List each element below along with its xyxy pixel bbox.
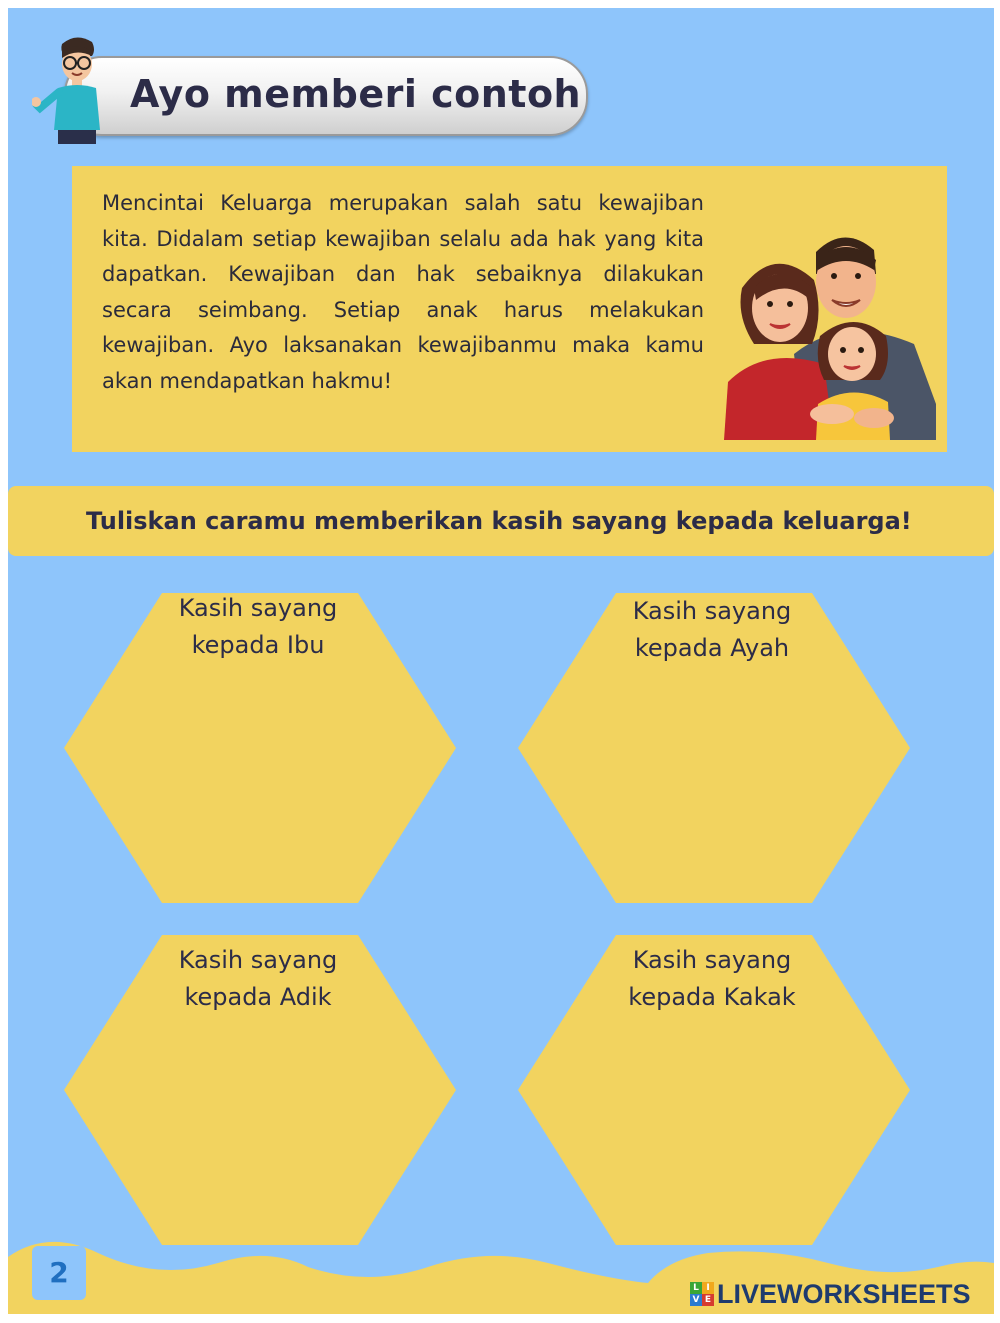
label-line-2: kepada Kakak <box>628 983 796 1011</box>
logo-letter: L <box>690 1282 702 1294</box>
logo-letter: V <box>690 1294 702 1306</box>
label-line-2: kepada Ibu <box>191 631 325 659</box>
page-number: 2 <box>32 1246 86 1300</box>
label-line-1: Kasih sayang <box>178 946 338 974</box>
liveworksheets-logo-icon <box>690 1282 714 1306</box>
logo-letter: I <box>702 1282 714 1294</box>
instruction-text: Tuliskan caramu memberikan kasih sayang kepada keluarga! <box>86 507 912 535</box>
page-title: Ayo memberi contoh <box>130 72 582 116</box>
label-line-1: Kasih sayang <box>632 597 792 625</box>
worksheet-page <box>8 8 994 1314</box>
label-line-2: kepada Ayah <box>634 634 790 662</box>
liveworksheets-logo <box>690 1278 971 1310</box>
liveworksheets-brand-text: LIVEWORKSHEETS <box>717 1278 971 1309</box>
instruction-band <box>8 486 994 556</box>
intro-paragraph: Mencintai Keluarga merupakan salah satu kewajiban kita. Didalam setiap kewajiban selalu ada hak yang kita dapatkan. Kewajiban dan hak sebaiknya dilakukan secara seimbang. Setiap anak harus melakukan kewajiban. Ayo laksanakan kewajibanmu maka kamu akan mendapatkan hakmu! <box>102 191 704 393</box>
teacher-illustration <box>32 30 120 148</box>
hexagon-label-ibu <box>108 590 408 664</box>
label-line-1: Kasih sayang <box>632 946 792 974</box>
logo-letter: E <box>702 1294 714 1306</box>
label-line-1: Kasih sayang <box>178 594 338 622</box>
label-line-2: kepada Adik <box>184 983 332 1011</box>
hexagon-label-ayah <box>562 593 862 667</box>
hexagon-label-kakak <box>562 942 862 1016</box>
intro-box <box>72 166 947 452</box>
hexagon-label-adik <box>108 942 408 1016</box>
family-illustration <box>724 204 940 440</box>
